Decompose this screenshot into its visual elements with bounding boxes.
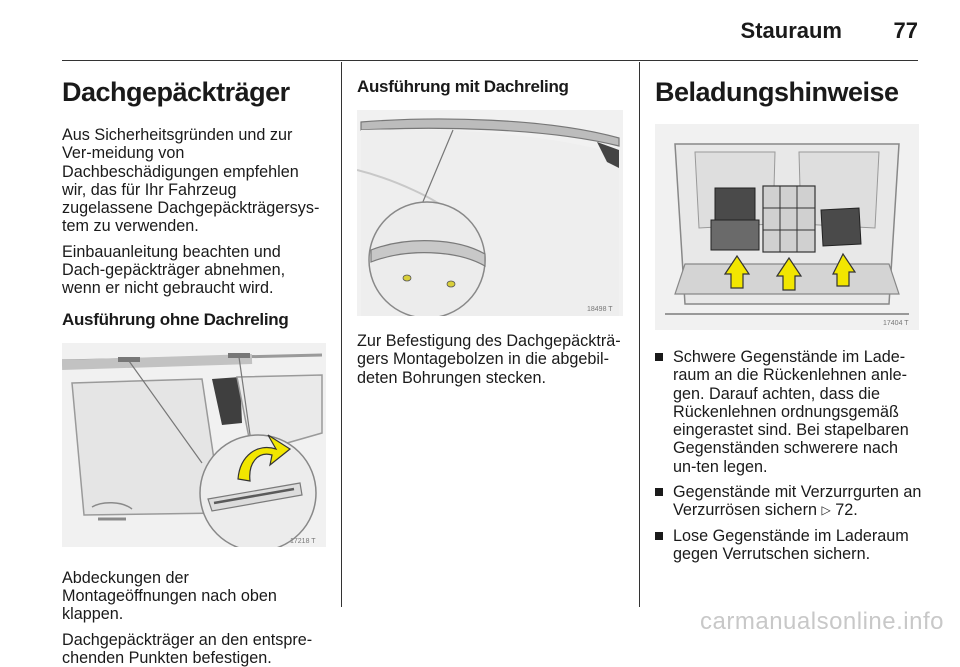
watermark: carmanualsonline.info [700,608,944,635]
figure-code: 18498 T [587,306,613,313]
mounting-hole-icon [403,275,411,281]
page-header [0,0,960,62]
page-reference-link[interactable]: 72. [835,501,858,520]
section-title: Stauraum [740,18,842,43]
figure-code: 17404 T [883,320,909,327]
figure-without-rails [62,343,326,547]
column-with-rails [357,66,627,387]
car-roof-cover-illustration [62,343,326,547]
bullet-square-icon [655,532,663,540]
bullet-square-icon [655,353,663,361]
paragraph-attach-rack: Dachgepäckträger an den entspre-chenden Punkten befestigen. [62,630,313,667]
column-divider-1 [341,62,342,607]
column-loading-notes [655,66,925,570]
roof-rail-illustration [357,110,623,316]
paragraph-installation: Einbauanleitung beachten und Dach-gepäckträger abnehmen, wenn er nicht gebraucht wird. [62,242,286,298]
figure-with-rails [357,110,623,316]
list-item: Schwere Gegenstände im Lade-raum an die Rückenlehnen anle-gen. Darauf achten, dass die Rückenlehnen ordnungsgemäß eingerastet sind. Bei stapelbaren Gegenständen schwerere nach un-ten legen. [655,348,925,476]
header-divider [62,60,918,61]
heading-roof-rack: Dachgepäckträger [62,77,290,107]
page-reference-triangle-icon: ▷ [821,503,831,518]
heading-loading-notes: Beladungshinweise [655,77,899,107]
list-item: Gegenstände mit Verzurrgurten an Verzurrösen sichern ▷ 72. [655,483,925,520]
figure-code: 17218 T [290,537,316,545]
column-roof-rack [62,66,326,667]
paragraph-safety: Aus Sicherheitsgründen und zur Ver-meidung von Dachbeschädigungen empfehlen wir, das für Ihr Fahrzeug zugelassene Dachgepäckträgersys-tem zu verwenden. [62,126,320,236]
list-item: Lose Gegenstände im Laderaum gegen Verrutschen sichern. [655,527,925,564]
bullet-square-icon [655,488,663,496]
paragraph-mounting-bolts: Zur Befestigung des Dachgepäckträ-gers Montagebolzen in die abgebil-deten Bohrungen stecken. [357,332,621,387]
mounting-hole-icon [447,281,455,287]
subheading-without-rails: Ausführung ohne Dachreling [62,309,289,329]
cargo-area-illustration [655,124,919,330]
loading-notes-list [655,348,925,563]
column-divider-2 [639,62,640,607]
page-number: 77 [893,18,918,43]
subheading-with-rails: Ausführung mit Dachreling [357,77,569,96]
paragraph-open-covers: Abdeckungen der Montageöffnungen nach oben klappen. [62,568,277,624]
figure-cargo-area [655,124,919,330]
